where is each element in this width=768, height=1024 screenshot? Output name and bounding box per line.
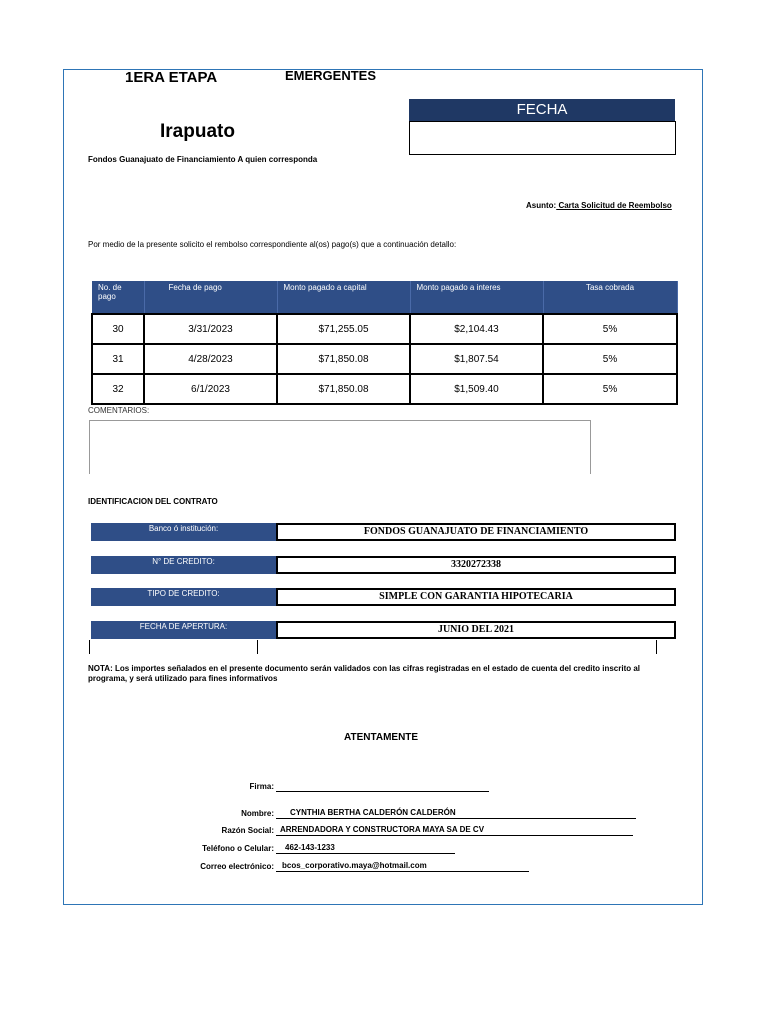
contrato-label: TIPO DE CREDITO: <box>91 588 276 606</box>
divider <box>257 640 258 654</box>
table-cell: 5% <box>543 314 677 344</box>
table-cell: $71,850.08 <box>277 374 410 404</box>
table-cell: 6/1/2023 <box>144 374 277 404</box>
table-row <box>92 314 677 344</box>
asunto-line <box>526 201 672 210</box>
table-cell: 4/28/2023 <box>144 344 277 374</box>
margin-tick <box>63 528 64 542</box>
table-cell: 30 <box>92 314 144 344</box>
nombre-label: Nombre: <box>241 809 274 818</box>
contrato-label: N° DE CREDITO: <box>91 556 276 574</box>
recipient-line: Fondos Guanajuato de Financiamiento A quien corresponda <box>88 155 318 164</box>
table-cell: 5% <box>543 374 677 404</box>
column-header: No. de pago <box>92 281 144 314</box>
table-cell: $1,509.40 <box>410 374 543 404</box>
contrato-value: 3320272338 <box>276 556 676 574</box>
table-cell: 32 <box>92 374 144 404</box>
firma-field[interactable] <box>276 781 489 792</box>
table-header-row <box>92 281 677 314</box>
margin-tick <box>63 559 64 573</box>
correo-label: Correo electrónico: <box>200 862 274 871</box>
table-cell: $2,104.43 <box>410 314 543 344</box>
payments-table <box>91 281 678 405</box>
asunto-value: Carta Solicitud de Reembolso <box>556 201 672 210</box>
asunto-label: Asunto: <box>526 201 557 210</box>
document-frame <box>63 69 703 905</box>
city-title: Irapuato <box>160 121 235 142</box>
nota-text: NOTA: Los importes señalados en el presente documento serán validados con las cifras registradas en el estado de cuenta del credito inscrito al programa, y será utilizado para fines informativos <box>88 664 641 683</box>
table-cell: 3/31/2023 <box>144 314 277 344</box>
contrato-value: JUNIO DEL 2021 <box>276 621 676 639</box>
table-row <box>92 344 677 374</box>
table-cell: $71,850.08 <box>277 344 410 374</box>
column-header: Fecha de pago <box>144 281 277 314</box>
contrato-row-banco <box>91 523 676 541</box>
razon-field[interactable]: ARRENDADORA Y CONSTRUCTORA MAYA SA DE CV <box>276 825 633 836</box>
contrato-row-credito <box>91 556 676 574</box>
divider <box>89 640 90 654</box>
column-header: Tasa cobrada <box>543 281 677 314</box>
comentarios-label: COMENTARIOS: <box>88 406 150 415</box>
table-cell: 5% <box>543 344 677 374</box>
nombre-field[interactable]: CYNTHIA BERTHA CALDERÓN CALDERÓN <box>276 808 636 819</box>
fecha-header: FECHA <box>409 99 675 121</box>
table-cell: $1,807.54 <box>410 344 543 374</box>
divider <box>656 640 657 654</box>
table-cell: 31 <box>92 344 144 374</box>
fecha-field[interactable] <box>409 121 676 155</box>
firma-label: Firma: <box>249 782 274 791</box>
contrato-value: SIMPLE CON GARANTIA HIPOTECARIA <box>276 588 676 606</box>
margin-tick <box>63 591 64 605</box>
contrato-label: FECHA DE APERTURA: <box>91 621 276 639</box>
etapa-label: 1ERA ETAPA <box>125 69 218 86</box>
contrato-row-apertura <box>91 621 676 639</box>
atentamente-label: ATENTAMENTE <box>344 732 419 743</box>
correo-field[interactable]: bcos_corporativo.maya@hotmail.com <box>276 861 529 872</box>
tipo-label: EMERGENTES <box>285 68 377 83</box>
contrato-label: Banco ó institución: <box>91 523 276 541</box>
telefono-label: Teléfono o Celular: <box>202 844 274 853</box>
intro-text: Por medio de la presente solicito el rembolso correspondiente al(os) pago(s) que a continuación detallo: <box>88 240 457 249</box>
razon-label: Razón Social: <box>221 826 274 835</box>
contrato-row-tipo <box>91 588 676 606</box>
telefono-field[interactable]: 462-143-1233 <box>276 843 455 854</box>
column-header: Monto pagado a interes <box>410 281 543 314</box>
table-row <box>92 374 677 404</box>
contrato-title: IDENTIFICACION DEL CONTRATO <box>88 497 218 506</box>
table-cell: $71,255.05 <box>277 314 410 344</box>
comentarios-field[interactable] <box>89 420 591 474</box>
column-header: Monto pagado a capital <box>277 281 410 314</box>
contrato-value: FONDOS GUANAJUATO DE FINANCIAMIENTO <box>276 523 676 541</box>
